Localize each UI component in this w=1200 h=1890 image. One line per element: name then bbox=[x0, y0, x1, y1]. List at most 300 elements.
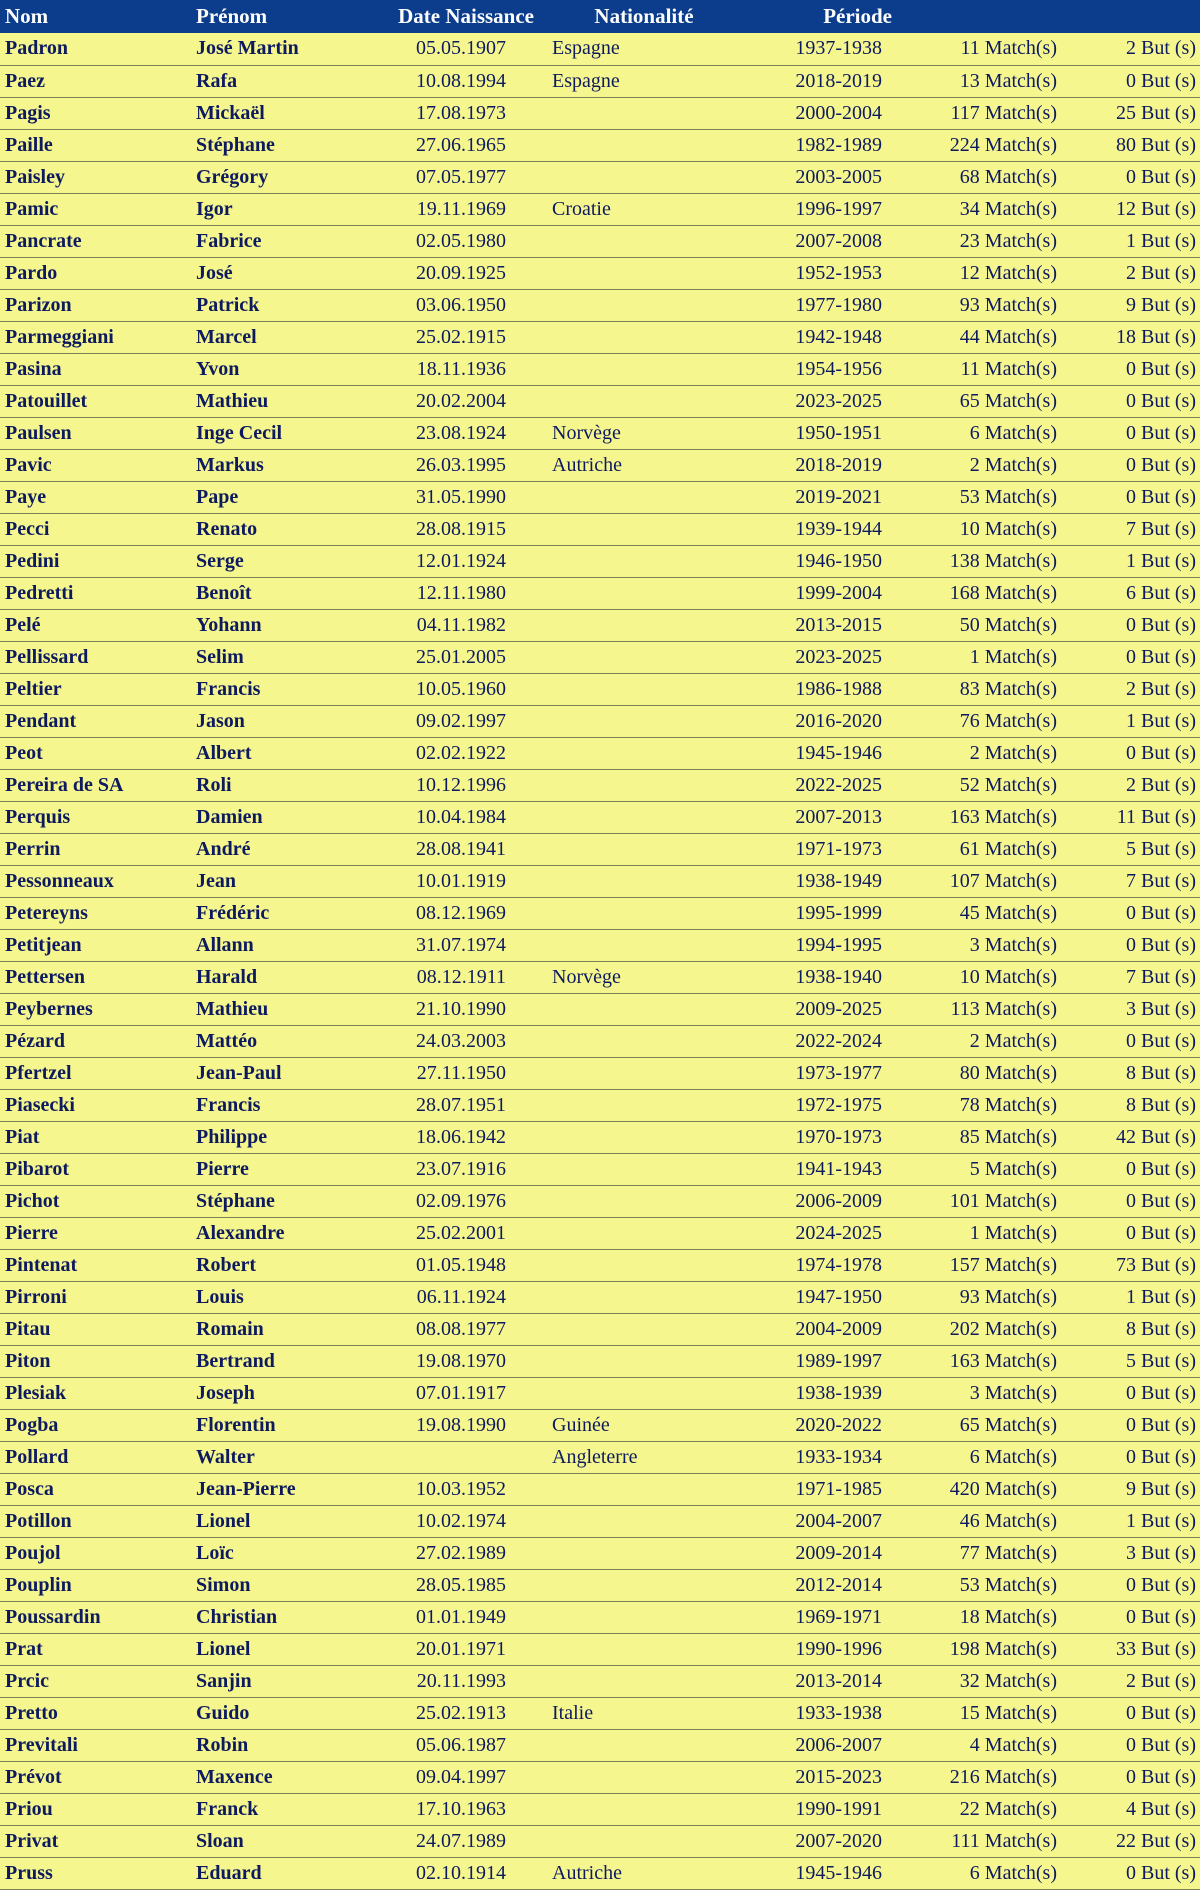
player-matchs: 1 Match(s) bbox=[914, 641, 1071, 673]
player-periode: 1989-1997 bbox=[744, 1345, 914, 1377]
player-periode: 2016-2020 bbox=[744, 705, 914, 737]
player-periode: 1986-1988 bbox=[744, 673, 914, 705]
table-row bbox=[0, 737, 1200, 769]
player-prenom: Selim bbox=[196, 641, 384, 673]
player-prenom: Louis bbox=[196, 1281, 384, 1313]
player-nom: Patouillet bbox=[0, 385, 196, 417]
player-nom: Previtali bbox=[0, 1729, 196, 1761]
player-date-naissance: 09.02.1997 bbox=[384, 705, 544, 737]
header-buts bbox=[1071, 0, 1200, 33]
player-prenom: Lionel bbox=[196, 1505, 384, 1537]
player-nom: Pagis bbox=[0, 97, 196, 129]
player-nationalite bbox=[544, 257, 744, 289]
player-matchs: 46 Match(s) bbox=[914, 1505, 1071, 1537]
player-periode: 2003-2005 bbox=[744, 161, 914, 193]
player-nom: Peybernes bbox=[0, 993, 196, 1025]
player-periode: 2000-2004 bbox=[744, 97, 914, 129]
player-matchs: 11 Match(s) bbox=[914, 353, 1071, 385]
player-buts: 1 But (s) bbox=[1071, 1505, 1200, 1537]
player-nationalite bbox=[544, 1281, 744, 1313]
player-periode: 1941-1943 bbox=[744, 1153, 914, 1185]
player-nationalite bbox=[544, 1601, 744, 1633]
player-periode: 1973-1977 bbox=[744, 1057, 914, 1089]
player-nationalite bbox=[544, 1025, 744, 1057]
player-periode: 1990-1996 bbox=[744, 1633, 914, 1665]
player-buts: 0 But (s) bbox=[1071, 1729, 1200, 1761]
player-nationalite bbox=[544, 1377, 744, 1409]
table-row bbox=[0, 513, 1200, 545]
player-prenom: Damien bbox=[196, 801, 384, 833]
player-date-naissance: 31.07.1974 bbox=[384, 929, 544, 961]
player-date-naissance: 17.10.1963 bbox=[384, 1793, 544, 1825]
player-buts: 2 But (s) bbox=[1071, 673, 1200, 705]
player-prenom: Benoît bbox=[196, 577, 384, 609]
table-row bbox=[0, 1825, 1200, 1857]
table-row bbox=[0, 1409, 1200, 1441]
player-date-naissance: 08.08.1977 bbox=[384, 1313, 544, 1345]
player-date-naissance: 19.08.1990 bbox=[384, 1409, 544, 1441]
player-prenom: Renato bbox=[196, 513, 384, 545]
player-periode: 1938-1949 bbox=[744, 865, 914, 897]
player-matchs: 10 Match(s) bbox=[914, 961, 1071, 993]
player-nationalite bbox=[544, 897, 744, 929]
player-matchs: 22 Match(s) bbox=[914, 1793, 1071, 1825]
player-buts: 6 But (s) bbox=[1071, 577, 1200, 609]
player-prenom: Mathieu bbox=[196, 993, 384, 1025]
player-nationalite: Autriche bbox=[544, 1857, 744, 1889]
table-row bbox=[0, 801, 1200, 833]
player-matchs: 216 Match(s) bbox=[914, 1761, 1071, 1793]
table-row bbox=[0, 897, 1200, 929]
player-matchs: 10 Match(s) bbox=[914, 513, 1071, 545]
player-nationalite bbox=[544, 833, 744, 865]
table-row bbox=[0, 129, 1200, 161]
player-periode: 2023-2025 bbox=[744, 641, 914, 673]
player-periode: 1939-1944 bbox=[744, 513, 914, 545]
player-nationalite bbox=[544, 1633, 744, 1665]
player-periode: 1952-1953 bbox=[744, 257, 914, 289]
player-prenom: Lionel bbox=[196, 1633, 384, 1665]
table-row bbox=[0, 417, 1200, 449]
player-periode: 2004-2009 bbox=[744, 1313, 914, 1345]
table-row bbox=[0, 225, 1200, 257]
player-buts: 7 But (s) bbox=[1071, 865, 1200, 897]
player-periode: 1946-1950 bbox=[744, 545, 914, 577]
player-nationalite: Norvège bbox=[544, 961, 744, 993]
player-prenom: Allann bbox=[196, 929, 384, 961]
player-periode: 2022-2025 bbox=[744, 769, 914, 801]
player-nationalite bbox=[544, 1569, 744, 1601]
player-nom: Pierre bbox=[0, 1217, 196, 1249]
player-nom: Prévot bbox=[0, 1761, 196, 1793]
player-nationalite bbox=[544, 1761, 744, 1793]
player-nom: Pogba bbox=[0, 1409, 196, 1441]
table-row bbox=[0, 33, 1200, 65]
player-matchs: 76 Match(s) bbox=[914, 705, 1071, 737]
table-row bbox=[0, 865, 1200, 897]
player-nom: Padron bbox=[0, 33, 196, 65]
player-prenom: Igor bbox=[196, 193, 384, 225]
player-nationalite bbox=[544, 801, 744, 833]
table-row bbox=[0, 1697, 1200, 1729]
table-row bbox=[0, 353, 1200, 385]
player-nationalite bbox=[544, 609, 744, 641]
player-periode: 2006-2007 bbox=[744, 1729, 914, 1761]
player-periode: 2012-2014 bbox=[744, 1569, 914, 1601]
player-nationalite bbox=[544, 929, 744, 961]
player-date-naissance: 25.02.1915 bbox=[384, 321, 544, 353]
player-date-naissance: 28.08.1941 bbox=[384, 833, 544, 865]
player-nom: Petitjean bbox=[0, 929, 196, 961]
player-date-naissance: 20.11.1993 bbox=[384, 1665, 544, 1697]
player-date-naissance: 21.10.1990 bbox=[384, 993, 544, 1025]
table-row bbox=[0, 1185, 1200, 1217]
player-buts: 11 But (s) bbox=[1071, 801, 1200, 833]
player-prenom: Roli bbox=[196, 769, 384, 801]
player-nom: Peltier bbox=[0, 673, 196, 705]
player-periode: 2013-2014 bbox=[744, 1665, 914, 1697]
player-prenom: Bertrand bbox=[196, 1345, 384, 1377]
player-nom: Poujol bbox=[0, 1537, 196, 1569]
player-periode: 1977-1980 bbox=[744, 289, 914, 321]
player-nom: Pretto bbox=[0, 1697, 196, 1729]
player-buts: 1 But (s) bbox=[1071, 545, 1200, 577]
player-periode: 2007-2008 bbox=[744, 225, 914, 257]
header-nom: Nom bbox=[5, 4, 49, 28]
table-row bbox=[0, 769, 1200, 801]
player-prenom: Patrick bbox=[196, 289, 384, 321]
player-matchs: 111 Match(s) bbox=[914, 1825, 1071, 1857]
player-nationalite bbox=[544, 769, 744, 801]
table-row bbox=[0, 449, 1200, 481]
player-buts: 0 But (s) bbox=[1071, 1217, 1200, 1249]
player-nationalite bbox=[544, 737, 744, 769]
player-nom: Pfertzel bbox=[0, 1057, 196, 1089]
player-date-naissance: 05.05.1907 bbox=[384, 33, 544, 65]
player-nationalite bbox=[544, 1185, 744, 1217]
player-nom: Pettersen bbox=[0, 961, 196, 993]
player-prenom: Walter bbox=[196, 1441, 384, 1473]
player-date-naissance: 10.04.1984 bbox=[384, 801, 544, 833]
player-buts: 0 But (s) bbox=[1071, 609, 1200, 641]
player-date-naissance: 12.01.1924 bbox=[384, 545, 544, 577]
player-date-naissance: 25.02.2001 bbox=[384, 1217, 544, 1249]
player-date-naissance: 24.03.2003 bbox=[384, 1025, 544, 1057]
player-prenom: Simon bbox=[196, 1569, 384, 1601]
player-matchs: 65 Match(s) bbox=[914, 1409, 1071, 1441]
player-nom: Poussardin bbox=[0, 1601, 196, 1633]
player-nom: Pichot bbox=[0, 1185, 196, 1217]
table-row bbox=[0, 1441, 1200, 1473]
player-periode: 2007-2013 bbox=[744, 801, 914, 833]
player-matchs: 32 Match(s) bbox=[914, 1665, 1071, 1697]
player-date-naissance: 02.02.1922 bbox=[384, 737, 544, 769]
table-row bbox=[0, 1761, 1200, 1793]
player-nationalite bbox=[544, 1505, 744, 1537]
table-row bbox=[0, 1281, 1200, 1313]
player-date-naissance: 10.02.1974 bbox=[384, 1505, 544, 1537]
player-buts: 1 But (s) bbox=[1071, 1281, 1200, 1313]
player-nationalite bbox=[544, 1665, 744, 1697]
player-matchs: 77 Match(s) bbox=[914, 1537, 1071, 1569]
player-matchs: 107 Match(s) bbox=[914, 865, 1071, 897]
player-nom: Pitau bbox=[0, 1313, 196, 1345]
player-date-naissance: 10.05.1960 bbox=[384, 673, 544, 705]
player-matchs: 168 Match(s) bbox=[914, 577, 1071, 609]
player-date-naissance: 31.05.1990 bbox=[384, 481, 544, 513]
table-row bbox=[0, 193, 1200, 225]
player-buts: 5 But (s) bbox=[1071, 1345, 1200, 1377]
player-nom: Prcic bbox=[0, 1665, 196, 1697]
player-matchs: 11 Match(s) bbox=[914, 33, 1071, 65]
player-nom: Pouplin bbox=[0, 1569, 196, 1601]
table-row bbox=[0, 1665, 1200, 1697]
player-buts: 0 But (s) bbox=[1071, 1153, 1200, 1185]
player-prenom: Fabrice bbox=[196, 225, 384, 257]
player-matchs: 157 Match(s) bbox=[914, 1249, 1071, 1281]
table-row bbox=[0, 1569, 1200, 1601]
player-prenom: Jean-Paul bbox=[196, 1057, 384, 1089]
player-nom: Pirroni bbox=[0, 1281, 196, 1313]
player-periode: 1995-1999 bbox=[744, 897, 914, 929]
player-prenom: Christian bbox=[196, 1601, 384, 1633]
table-row bbox=[0, 257, 1200, 289]
player-periode: 2015-2023 bbox=[744, 1761, 914, 1793]
player-prenom: Markus bbox=[196, 449, 384, 481]
table-row bbox=[0, 97, 1200, 129]
table-row bbox=[0, 321, 1200, 353]
player-buts: 0 But (s) bbox=[1071, 481, 1200, 513]
header-matchs bbox=[914, 0, 1071, 33]
player-matchs: 15 Match(s) bbox=[914, 1697, 1071, 1729]
player-periode: 1954-1956 bbox=[744, 353, 914, 385]
player-buts: 18 But (s) bbox=[1071, 321, 1200, 353]
player-nationalite bbox=[544, 225, 744, 257]
player-prenom: Eduard bbox=[196, 1857, 384, 1889]
table-row bbox=[0, 1793, 1200, 1825]
player-nom: Pancrate bbox=[0, 225, 196, 257]
player-buts: 0 But (s) bbox=[1071, 353, 1200, 385]
table-row bbox=[0, 993, 1200, 1025]
player-nationalite bbox=[544, 513, 744, 545]
player-nationalite: Autriche bbox=[544, 449, 744, 481]
table-row bbox=[0, 1153, 1200, 1185]
player-buts: 8 But (s) bbox=[1071, 1313, 1200, 1345]
table-row bbox=[0, 1505, 1200, 1537]
player-periode: 1969-1971 bbox=[744, 1601, 914, 1633]
player-prenom: Mattéo bbox=[196, 1025, 384, 1057]
player-buts: 2 But (s) bbox=[1071, 1665, 1200, 1697]
player-nationalite bbox=[544, 1345, 744, 1377]
player-periode: 1942-1948 bbox=[744, 321, 914, 353]
player-buts: 2 But (s) bbox=[1071, 33, 1200, 65]
player-nom: Priou bbox=[0, 1793, 196, 1825]
player-buts: 73 But (s) bbox=[1071, 1249, 1200, 1281]
player-matchs: 13 Match(s) bbox=[914, 65, 1071, 97]
player-periode: 2018-2019 bbox=[744, 449, 914, 481]
player-periode: 1990-1991 bbox=[744, 1793, 914, 1825]
player-prenom: Franck bbox=[196, 1793, 384, 1825]
player-date-naissance: 02.05.1980 bbox=[384, 225, 544, 257]
player-prenom: José bbox=[196, 257, 384, 289]
player-nationalite bbox=[544, 321, 744, 353]
player-buts: 0 But (s) bbox=[1071, 1441, 1200, 1473]
player-date-naissance: 23.08.1924 bbox=[384, 417, 544, 449]
player-matchs: 80 Match(s) bbox=[914, 1057, 1071, 1089]
table-row bbox=[0, 1057, 1200, 1089]
player-matchs: 34 Match(s) bbox=[914, 193, 1071, 225]
player-date-naissance: 08.12.1969 bbox=[384, 897, 544, 929]
player-nom: Paisley bbox=[0, 161, 196, 193]
player-date-naissance: 20.01.1971 bbox=[384, 1633, 544, 1665]
player-nom: Perrin bbox=[0, 833, 196, 865]
table-row bbox=[0, 1601, 1200, 1633]
player-periode: 1999-2004 bbox=[744, 577, 914, 609]
player-date-naissance: 06.11.1924 bbox=[384, 1281, 544, 1313]
player-buts: 8 But (s) bbox=[1071, 1089, 1200, 1121]
player-prenom: Yvon bbox=[196, 353, 384, 385]
table-row bbox=[0, 1313, 1200, 1345]
player-matchs: 4 Match(s) bbox=[914, 1729, 1071, 1761]
player-buts: 0 But (s) bbox=[1071, 65, 1200, 97]
player-buts: 0 But (s) bbox=[1071, 385, 1200, 417]
player-prenom: Harald bbox=[196, 961, 384, 993]
player-buts: 9 But (s) bbox=[1071, 289, 1200, 321]
player-prenom: Pape bbox=[196, 481, 384, 513]
table-row bbox=[0, 641, 1200, 673]
player-nationalite: Guinée bbox=[544, 1409, 744, 1441]
player-matchs: 78 Match(s) bbox=[914, 1089, 1071, 1121]
player-date-naissance: 25.02.1913 bbox=[384, 1697, 544, 1729]
player-nom: Pecci bbox=[0, 513, 196, 545]
player-matchs: 5 Match(s) bbox=[914, 1153, 1071, 1185]
player-buts: 0 But (s) bbox=[1071, 1409, 1200, 1441]
player-nationalite bbox=[544, 993, 744, 1025]
player-nom: Paye bbox=[0, 481, 196, 513]
player-matchs: 83 Match(s) bbox=[914, 673, 1071, 705]
player-prenom: Rafa bbox=[196, 65, 384, 97]
player-matchs: 6 Match(s) bbox=[914, 1441, 1071, 1473]
player-date-naissance: 10.01.1919 bbox=[384, 865, 544, 897]
player-nationalite bbox=[544, 545, 744, 577]
player-prenom: Albert bbox=[196, 737, 384, 769]
player-nationalite: Angleterre bbox=[544, 1441, 744, 1473]
player-nationalite bbox=[544, 1825, 744, 1857]
header-prenom: Prénom bbox=[196, 4, 268, 28]
player-date-naissance: 17.08.1973 bbox=[384, 97, 544, 129]
player-date-naissance: 18.06.1942 bbox=[384, 1121, 544, 1153]
player-prenom: Florentin bbox=[196, 1409, 384, 1441]
player-nom: Pedini bbox=[0, 545, 196, 577]
player-date-naissance: 18.11.1936 bbox=[384, 353, 544, 385]
player-buts: 12 But (s) bbox=[1071, 193, 1200, 225]
player-matchs: 65 Match(s) bbox=[914, 385, 1071, 417]
player-periode: 2013-2015 bbox=[744, 609, 914, 641]
player-buts: 0 But (s) bbox=[1071, 929, 1200, 961]
player-buts: 2 But (s) bbox=[1071, 769, 1200, 801]
player-periode: 1972-1975 bbox=[744, 1089, 914, 1121]
player-periode: 1938-1939 bbox=[744, 1377, 914, 1409]
player-nationalite bbox=[544, 385, 744, 417]
player-prenom: Joseph bbox=[196, 1377, 384, 1409]
player-prenom: Loïc bbox=[196, 1537, 384, 1569]
player-prenom: Stéphane bbox=[196, 129, 384, 161]
player-date-naissance: 10.12.1996 bbox=[384, 769, 544, 801]
player-prenom: Serge bbox=[196, 545, 384, 577]
player-matchs: 198 Match(s) bbox=[914, 1633, 1071, 1665]
table-row bbox=[0, 385, 1200, 417]
player-buts: 0 But (s) bbox=[1071, 449, 1200, 481]
table-row bbox=[0, 289, 1200, 321]
player-nom: Prat bbox=[0, 1633, 196, 1665]
player-nationalite bbox=[544, 97, 744, 129]
player-matchs: 85 Match(s) bbox=[914, 1121, 1071, 1153]
header-date-naissance: Date Naissance bbox=[398, 4, 534, 28]
player-date-naissance: 20.02.2004 bbox=[384, 385, 544, 417]
player-prenom: Francis bbox=[196, 673, 384, 705]
player-periode: 1971-1973 bbox=[744, 833, 914, 865]
player-periode: 1996-1997 bbox=[744, 193, 914, 225]
player-date-naissance: 09.04.1997 bbox=[384, 1761, 544, 1793]
player-date-naissance: 20.09.1925 bbox=[384, 257, 544, 289]
table-row bbox=[0, 1089, 1200, 1121]
player-prenom: André bbox=[196, 833, 384, 865]
player-periode: 1937-1938 bbox=[744, 33, 914, 65]
player-prenom: Mickaël bbox=[196, 97, 384, 129]
player-nationalite bbox=[544, 1313, 744, 1345]
player-nom: Paille bbox=[0, 129, 196, 161]
player-buts: 7 But (s) bbox=[1071, 961, 1200, 993]
player-nationalite bbox=[544, 1249, 744, 1281]
player-prenom: Guido bbox=[196, 1697, 384, 1729]
player-matchs: 53 Match(s) bbox=[914, 481, 1071, 513]
table-row bbox=[0, 481, 1200, 513]
player-prenom: Pierre bbox=[196, 1153, 384, 1185]
player-date-naissance: 27.11.1950 bbox=[384, 1057, 544, 1089]
player-prenom: Romain bbox=[196, 1313, 384, 1345]
player-date-naissance: 24.07.1989 bbox=[384, 1825, 544, 1857]
player-prenom: Stéphane bbox=[196, 1185, 384, 1217]
player-matchs: 93 Match(s) bbox=[914, 1281, 1071, 1313]
player-nationalite bbox=[544, 865, 744, 897]
player-nationalite bbox=[544, 673, 744, 705]
player-periode: 2019-2021 bbox=[744, 481, 914, 513]
player-periode: 2018-2019 bbox=[744, 65, 914, 97]
table-row bbox=[0, 673, 1200, 705]
player-nom: Petereyns bbox=[0, 897, 196, 929]
player-matchs: 420 Match(s) bbox=[914, 1473, 1071, 1505]
player-nom: Pamic bbox=[0, 193, 196, 225]
player-nom: Pardo bbox=[0, 257, 196, 289]
player-matchs: 44 Match(s) bbox=[914, 321, 1071, 353]
player-matchs: 163 Match(s) bbox=[914, 801, 1071, 833]
player-nom: Parizon bbox=[0, 289, 196, 321]
player-buts: 80 But (s) bbox=[1071, 129, 1200, 161]
player-nom: Plesiak bbox=[0, 1377, 196, 1409]
player-buts: 1 But (s) bbox=[1071, 705, 1200, 737]
player-prenom: Maxence bbox=[196, 1761, 384, 1793]
header-nationalite: Nationalité bbox=[594, 4, 694, 28]
table-row bbox=[0, 161, 1200, 193]
player-nom: Pereira de SA bbox=[0, 769, 196, 801]
table-row bbox=[0, 1473, 1200, 1505]
player-nationalite bbox=[544, 353, 744, 385]
table-row bbox=[0, 1633, 1200, 1665]
player-buts: 42 But (s) bbox=[1071, 1121, 1200, 1153]
player-prenom: Jason bbox=[196, 705, 384, 737]
player-buts: 0 But (s) bbox=[1071, 1377, 1200, 1409]
player-periode: 1945-1946 bbox=[744, 1857, 914, 1889]
